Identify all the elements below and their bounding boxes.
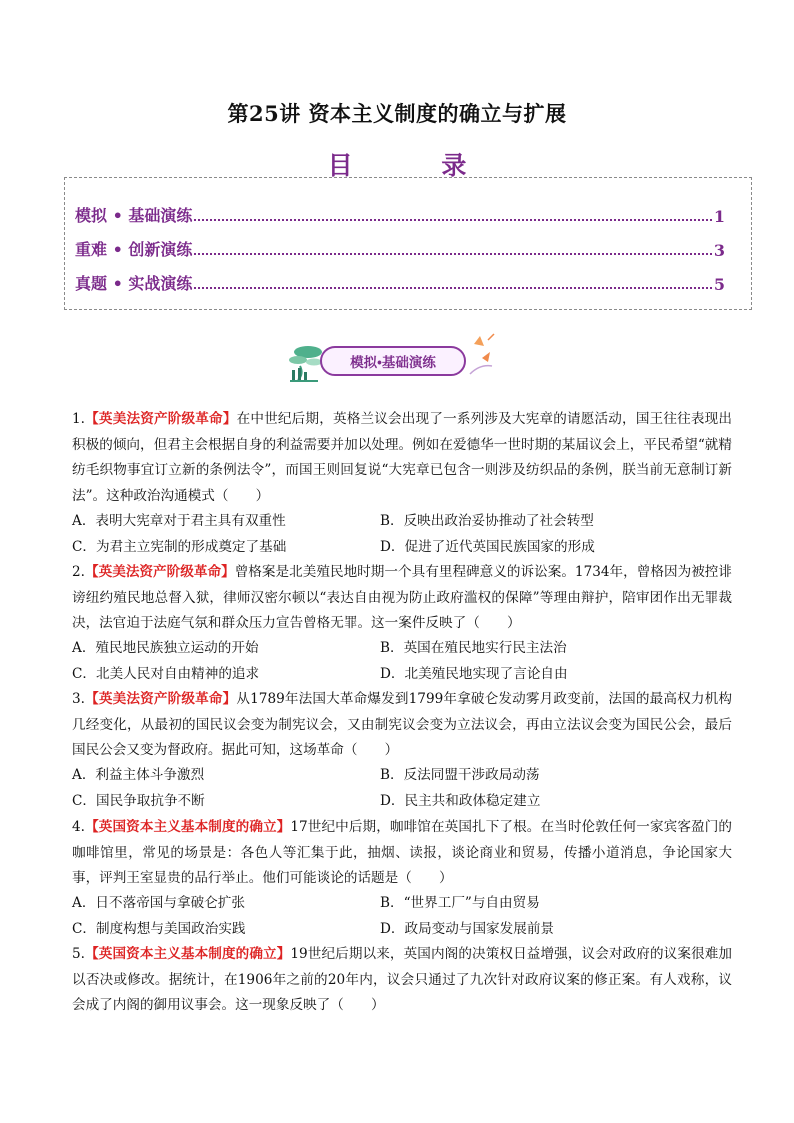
option-d[interactable]: D．促进了近代英国民族国家的形成 bbox=[380, 538, 595, 555]
option-d[interactable]: D．政局变动与国家发展前景 bbox=[380, 920, 555, 937]
question-number: 1. bbox=[72, 411, 85, 427]
toc-item-label: 真题 • 实战演练 bbox=[75, 274, 193, 293]
option-c[interactable]: C．国民争取抗争不断 bbox=[72, 792, 205, 809]
question-1-options bbox=[72, 509, 732, 560]
section-banner-label: 模拟•基础演练 bbox=[320, 346, 466, 376]
question-text: 从1789年法国大革命爆发到1799年拿破仑发动雾月政变前，法国的最高权力机构几经变化，从最初的国民议会变为制宪议会，又由制宪议会变为立法议会，再由立法议会变为国民公会，最后国民公会又变为督政府。据此可知，这场革命（ ） bbox=[72, 691, 732, 758]
question-1 bbox=[72, 407, 732, 509]
toc-item[interactable] bbox=[75, 270, 725, 294]
toc-item-label: 重难 • 创新演练 bbox=[75, 240, 193, 259]
option-b[interactable]: B．反法同盟干涉政局动荡 bbox=[380, 767, 540, 783]
toc-item[interactable] bbox=[75, 236, 725, 260]
question-4 bbox=[72, 815, 732, 892]
question-3 bbox=[72, 687, 732, 764]
question-5 bbox=[72, 942, 732, 1019]
question-tag: 【英国资本主义基本制度的确立】 bbox=[84, 819, 291, 835]
toc-item[interactable] bbox=[75, 202, 725, 226]
question-tag: 【英美法资产阶级革命】 bbox=[84, 691, 237, 707]
question-text: 曾格案是北美殖民地时期一个具有里程碑意义的诉讼案。1734年，曾格因为被控诽谤纽约殖民地总督入狱，律师汉密尔顿以“表达自由视为防止政府滥权的保障”等理由辩护，陪审团作出无罪裁决，法官迫于法庭气氛和群众压力宣告曾格无罪。这一案件反映了（ ） bbox=[72, 564, 733, 631]
option-a[interactable]: A．日不落帝国与拿破仑扩张 bbox=[72, 895, 245, 911]
question-2 bbox=[72, 560, 732, 637]
toc-heading: 目 录 bbox=[327, 151, 507, 180]
question-tag: 【英美法资产阶级革命】 bbox=[84, 564, 235, 580]
question-tag: 【英国资本主义基本制度的确立】 bbox=[84, 946, 291, 962]
option-b[interactable]: B．反映出政治妥协推动了社会转型 bbox=[380, 513, 594, 529]
option-a[interactable]: A．殖民地民族独立运动的开始 bbox=[72, 640, 259, 656]
section-banner bbox=[284, 330, 506, 385]
question-text: 17世纪中后期，咖啡馆在英国扎下了根。在当时伦敦任何一家宾客盈门的咖啡馆里，常见的场景是：各色人等汇集于此，抽烟、读报，谈论商业和贸易，传播小道消息，争论国家大事，评判王室显贵的品行举止。他们可能谈论的话题是（ ） bbox=[72, 819, 732, 886]
option-c[interactable]: C．制度构想与美国政治实践 bbox=[72, 920, 246, 937]
page-title: 第25讲 资本主义制度的确立与扩展 bbox=[227, 101, 567, 126]
question-number: 2. bbox=[72, 564, 85, 580]
question-number: 5. bbox=[72, 946, 85, 962]
option-c[interactable]: C．北美人民对自由精神的追求 bbox=[72, 665, 260, 682]
question-number: 3. bbox=[72, 691, 85, 707]
question-tag: 【英美法资产阶级革命】 bbox=[84, 411, 237, 427]
option-b[interactable]: B．英国在殖民地实行民主法治 bbox=[380, 640, 567, 656]
question-4-options bbox=[72, 891, 732, 942]
question-3-options bbox=[72, 763, 732, 814]
option-c[interactable]: C．为君主立宪制的形成奠定了基础 bbox=[72, 538, 287, 555]
option-d[interactable]: D．民主共和政体稳定建立 bbox=[380, 792, 541, 809]
question-2-options bbox=[72, 636, 732, 687]
toc-item-page: 1 bbox=[713, 207, 725, 226]
toc-leader-dots bbox=[194, 286, 711, 289]
table-of-contents bbox=[64, 177, 752, 310]
question-number: 4. bbox=[72, 819, 85, 835]
option-d[interactable]: D．北美殖民地实现了言论自由 bbox=[380, 665, 568, 682]
question-text: 19世纪后期以来，英国内阁的决策权日益增强，议会对政府的议案很难加以否决或修改。据统计，在1906年之前的20年内，议会只通过了九次针对政府议案的修正案。有人戏称，议会成了内阁的御用议事会。这一现象反映了（ ） bbox=[72, 946, 732, 1013]
option-a[interactable]: A．表明大宪章对于君主具有双重性 bbox=[72, 513, 286, 529]
toc-item-label: 模拟 • 基础演练 bbox=[75, 206, 193, 225]
toc-item-page: 3 bbox=[713, 241, 725, 260]
toc-leader-dots bbox=[194, 252, 711, 255]
toc-leader-dots bbox=[194, 218, 711, 221]
option-b[interactable]: B．“世界工厂”与自由贸易 bbox=[380, 895, 540, 911]
option-a[interactable]: A．利益主体斗争激烈 bbox=[72, 767, 205, 783]
toc-item-page: 5 bbox=[713, 275, 725, 294]
question-text: 在中世纪后期，英格兰议会出现了一系列涉及大宪章的请愿活动，国王往往表现出积极的倾向，但君主会根据自身的利益需要并加以处理。例如在爱德华一世时期的某届议会上，平民希望“就精纺毛织物事宜订立新的条例法令”，而国王则回复说“大宪章已包含一则涉及纺织品的条例，朕当前无意制订新法”。这种政治沟通模式（ ） bbox=[72, 411, 733, 504]
